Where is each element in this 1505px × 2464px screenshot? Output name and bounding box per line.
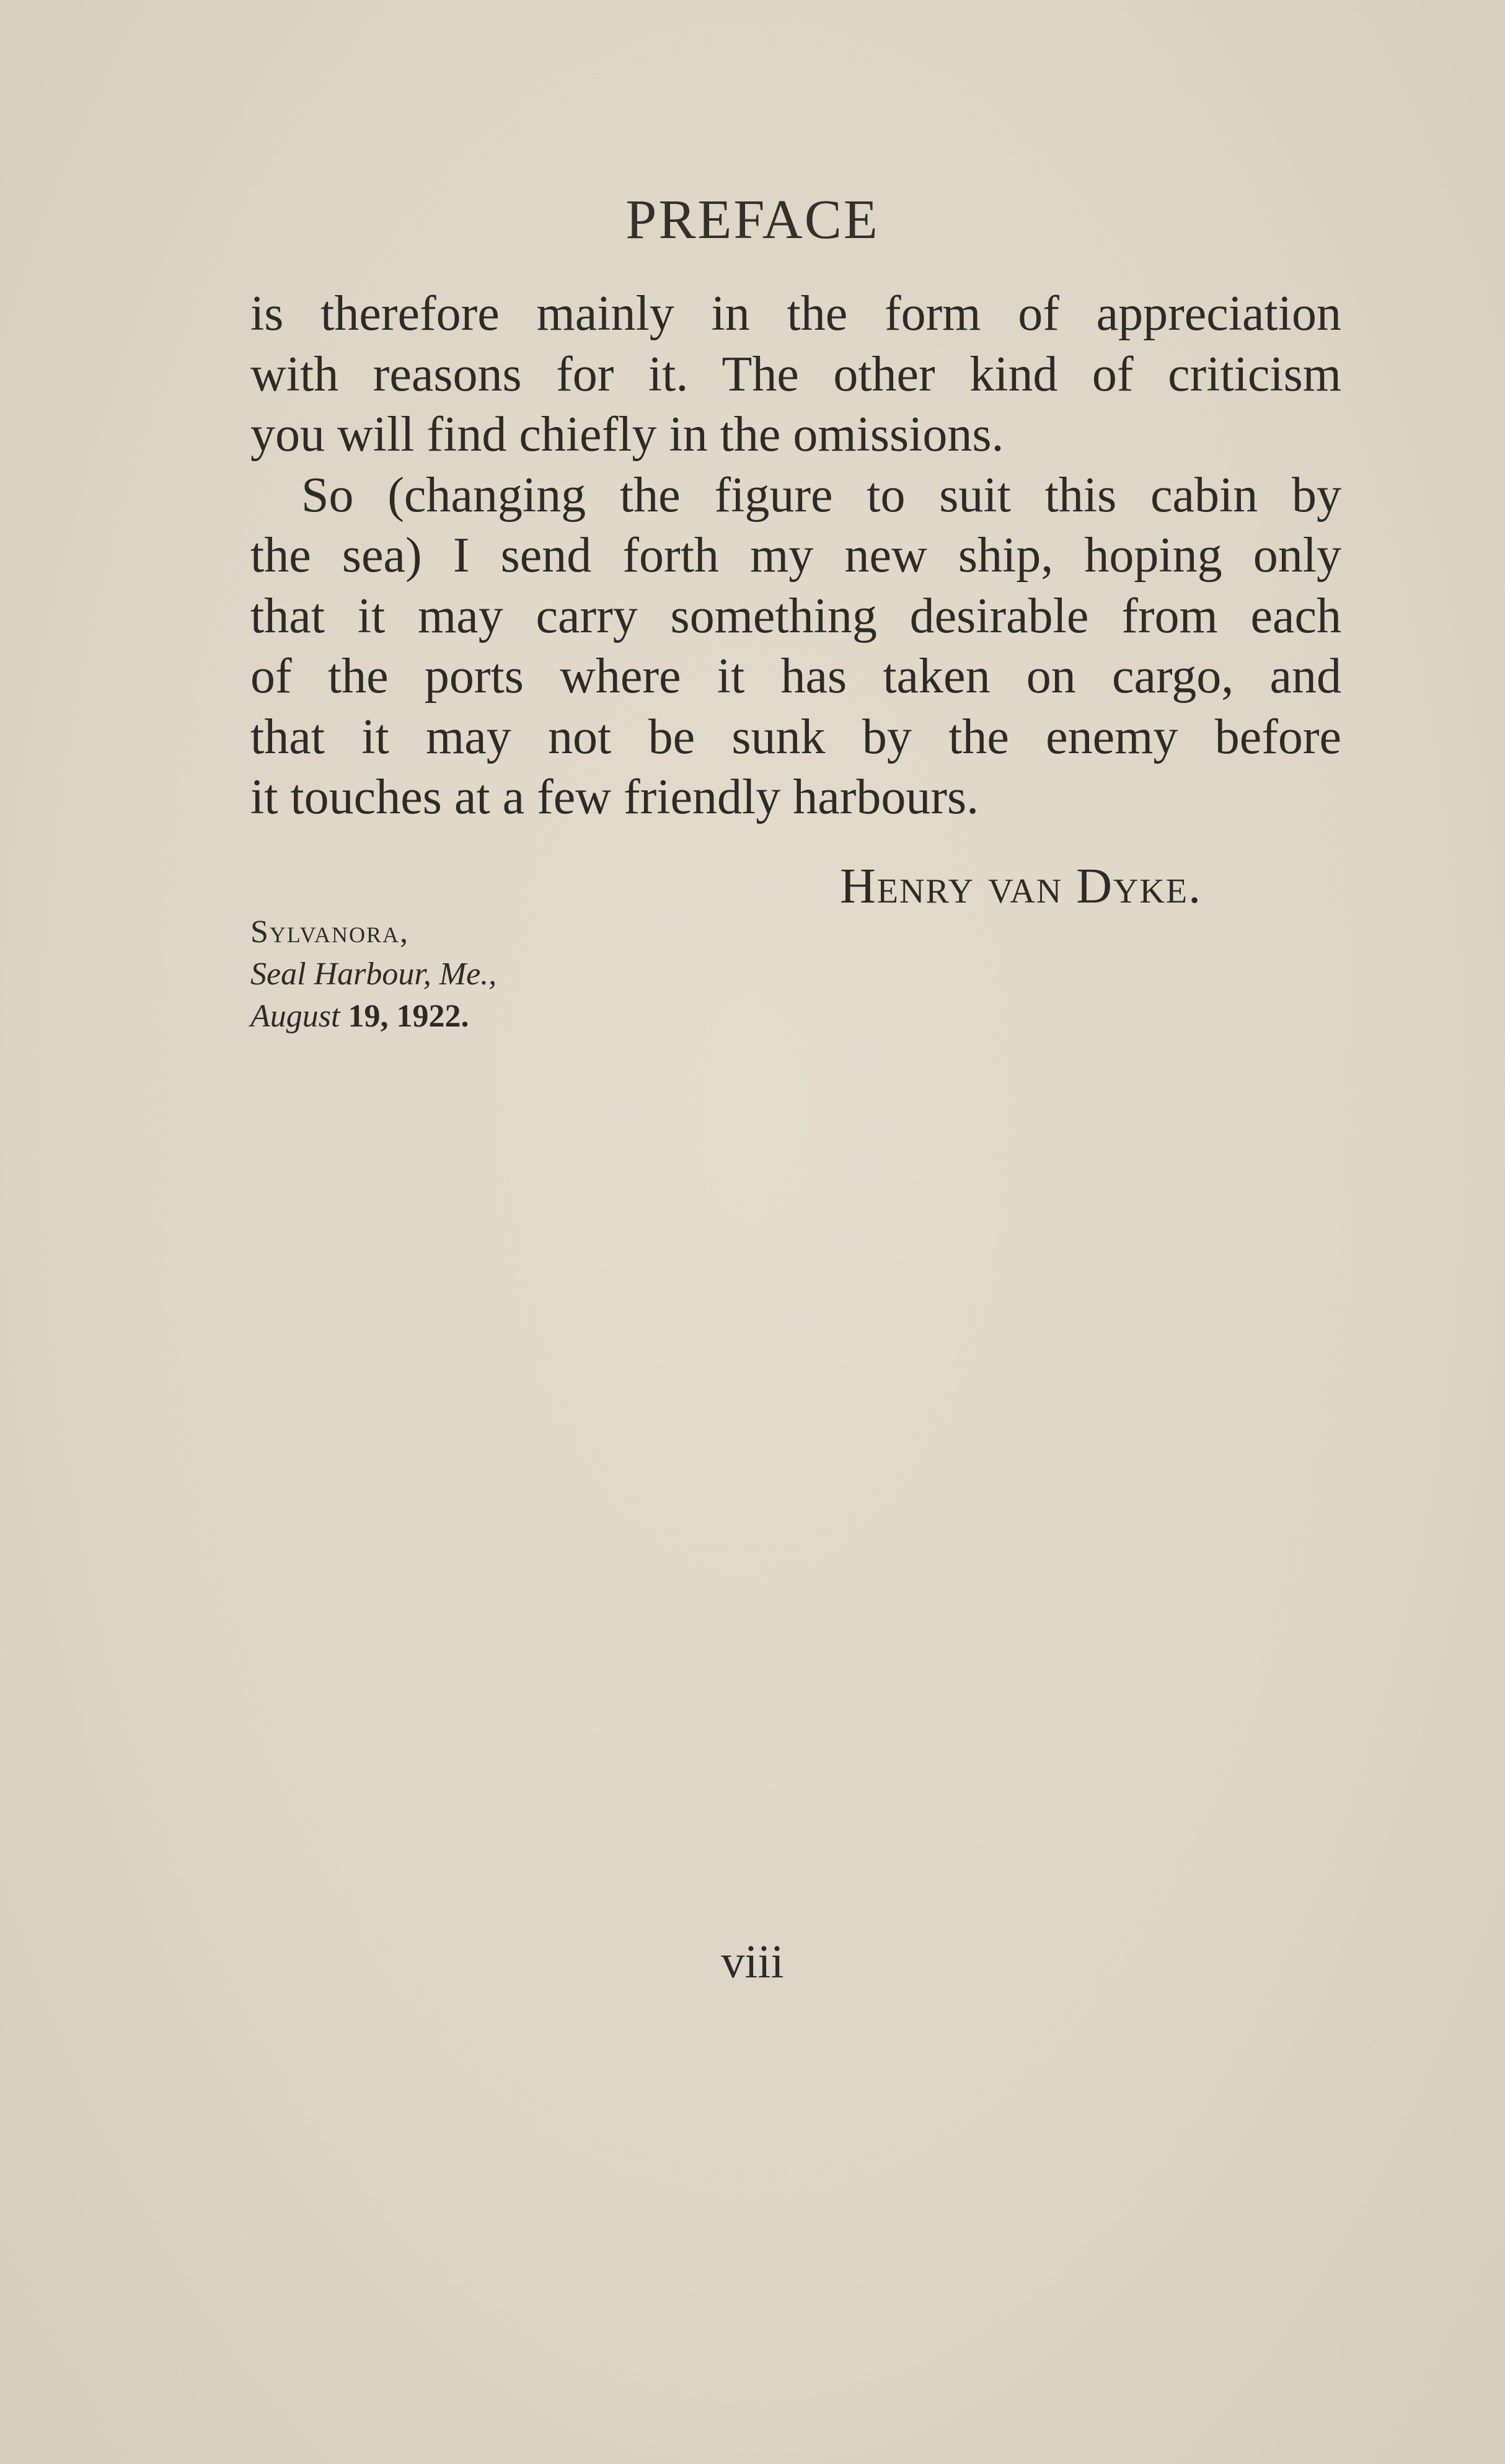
text-line: you will find chiefly in the omissions. (250, 407, 1004, 462)
text-line: So (changing the figure to suit this cabin by (301, 467, 1341, 523)
text-line: it touches at a few friendly harbours. (250, 770, 979, 824)
body-text (250, 284, 1341, 828)
text-line: of the ports where it has taken on cargo, and (250, 649, 1341, 704)
author-signature: Henry van Dyke. (840, 859, 1203, 914)
dateline-date-row (250, 996, 497, 1038)
text-line: with reasons for it. The other kind of criticism (250, 347, 1341, 402)
dateline-date: 19, 1922. (348, 999, 469, 1034)
text-line: that it may carry something desirable from each (250, 588, 1341, 643)
dateline-month: August (250, 999, 340, 1034)
dateline-location: Seal Harbour, Me., (250, 956, 497, 992)
dateline (250, 911, 497, 1038)
text-line: that it may not be sunk by the enemy before (250, 709, 1341, 764)
page-number: viii (721, 1936, 784, 1988)
text-line: the sea) I send forth my new ship, hoping only (250, 528, 1341, 583)
running-head: PREFACE (625, 189, 880, 250)
dateline-place: Sylvanora, (250, 914, 409, 950)
text-line: is therefore mainly in the form of appreciation (250, 286, 1341, 341)
